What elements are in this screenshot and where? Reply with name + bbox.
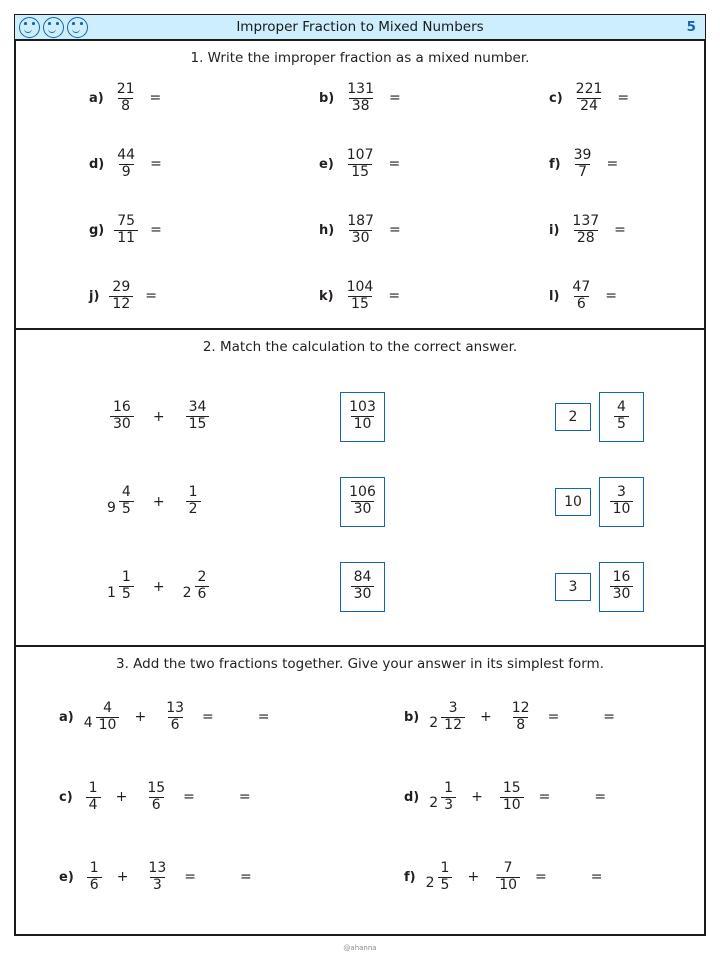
denominator: 30 bbox=[349, 230, 373, 247]
middle-answer-box[interactable] bbox=[340, 562, 385, 612]
denominator: 8 bbox=[513, 717, 528, 734]
numerator: 1 bbox=[188, 484, 198, 501]
denominator: 6 bbox=[149, 797, 164, 814]
denominator: 15 bbox=[348, 164, 372, 181]
question-item bbox=[360, 853, 705, 901]
numerator: 3 bbox=[617, 484, 626, 501]
equals-sign: = bbox=[617, 90, 630, 106]
whole-number: 4 bbox=[83, 715, 93, 732]
mixed-number bbox=[493, 861, 521, 893]
mixed-number bbox=[107, 400, 135, 432]
denominator: 10 bbox=[500, 797, 524, 814]
match-row bbox=[15, 374, 705, 459]
question-item bbox=[475, 145, 705, 183]
denominator: 10 bbox=[610, 501, 634, 518]
mixed-number bbox=[141, 781, 169, 813]
denominator: 15 bbox=[348, 296, 372, 313]
mixed-number bbox=[183, 570, 211, 602]
equals-sign: = bbox=[388, 288, 401, 304]
section-3-question-grid bbox=[15, 693, 705, 901]
question-label: c) bbox=[59, 789, 73, 805]
question-item bbox=[360, 773, 705, 821]
numerator: 15 bbox=[502, 779, 521, 796]
denominator: 3 bbox=[150, 877, 165, 894]
question-label: a) bbox=[59, 709, 74, 725]
equals-sign: = bbox=[614, 222, 626, 238]
fraction-box[interactable] bbox=[340, 562, 385, 612]
section-3-title: 3. Add the two fractions together. Give your answer in its simplest form. bbox=[116, 656, 604, 672]
whole-number-box[interactable]: 10 bbox=[555, 488, 591, 516]
question-label: j) bbox=[89, 288, 100, 304]
fraction-box[interactable] bbox=[599, 477, 644, 527]
equals-sign: = bbox=[388, 90, 401, 106]
denominator: 12 bbox=[109, 296, 133, 313]
match-row bbox=[15, 459, 705, 544]
equals-sign: = bbox=[183, 789, 195, 805]
fraction bbox=[344, 82, 377, 114]
question-label: e) bbox=[319, 156, 334, 172]
fraction bbox=[119, 570, 134, 602]
page-number: 5 bbox=[686, 19, 696, 35]
equals-sign: = bbox=[150, 156, 162, 172]
section-1-question-grid bbox=[15, 79, 705, 315]
numerator: 107 bbox=[346, 146, 374, 163]
fraction bbox=[87, 861, 102, 893]
question-item bbox=[475, 277, 705, 315]
numerator: 84 bbox=[353, 569, 372, 586]
numerator: 13 bbox=[166, 699, 185, 716]
question-label: h) bbox=[319, 222, 335, 238]
numerator: 1 bbox=[89, 859, 99, 876]
equals-sign: = bbox=[149, 90, 162, 106]
numerator: 44 bbox=[117, 146, 136, 163]
plus-sign: + bbox=[480, 709, 492, 725]
denominator: 30 bbox=[110, 416, 134, 433]
whole-number-box[interactable]: 3 bbox=[555, 573, 591, 601]
match-row bbox=[15, 544, 705, 629]
fraction bbox=[438, 861, 453, 893]
mixed-number bbox=[426, 861, 454, 893]
footer-credit: @ahanna bbox=[343, 944, 377, 952]
fraction bbox=[573, 82, 606, 114]
fraction bbox=[119, 485, 134, 517]
denominator: 38 bbox=[349, 98, 373, 115]
fraction bbox=[571, 148, 595, 180]
numerator: 2 bbox=[197, 569, 207, 586]
equals-sign: = bbox=[547, 709, 560, 725]
equals-sign: = bbox=[150, 222, 162, 238]
plus-sign: + bbox=[116, 869, 129, 885]
numerator: 16 bbox=[113, 399, 131, 416]
section-1-title: 1. Write the improper fraction as a mixed number. bbox=[190, 50, 530, 66]
fraction bbox=[86, 781, 101, 813]
calculation bbox=[107, 485, 307, 517]
mixed-number bbox=[84, 701, 121, 733]
fraction bbox=[500, 781, 524, 813]
fraction-box[interactable] bbox=[599, 392, 644, 442]
question-item bbox=[245, 79, 475, 117]
denominator: 30 bbox=[610, 586, 634, 603]
whole-number: 1 bbox=[107, 584, 116, 601]
equals-sign: = bbox=[388, 222, 401, 238]
denominator: 5 bbox=[438, 877, 453, 894]
fraction-box[interactable] bbox=[340, 477, 385, 527]
mixed-number bbox=[183, 485, 202, 517]
equals-sign: = bbox=[145, 288, 157, 304]
numerator: 187 bbox=[347, 212, 374, 229]
equals-sign: = bbox=[239, 869, 252, 885]
question-item bbox=[15, 145, 245, 183]
question-label: b) bbox=[404, 709, 420, 725]
numerator: 75 bbox=[117, 212, 136, 229]
question-item bbox=[245, 145, 475, 183]
denominator: 6 bbox=[195, 586, 210, 603]
question-label: l) bbox=[549, 288, 560, 304]
numerator: 103 bbox=[349, 399, 376, 416]
fraction bbox=[569, 214, 602, 246]
fraction-box[interactable] bbox=[340, 392, 385, 442]
denominator: 30 bbox=[351, 586, 375, 603]
mixed-number bbox=[160, 701, 188, 733]
numerator: 3 bbox=[448, 699, 458, 716]
question-label: d) bbox=[404, 789, 420, 805]
fraction bbox=[569, 280, 593, 312]
fraction bbox=[610, 485, 634, 517]
fraction bbox=[344, 280, 377, 312]
equals-sign: = bbox=[538, 789, 551, 805]
fraction bbox=[186, 485, 201, 517]
plus-sign: + bbox=[467, 869, 480, 885]
numerator: 13 bbox=[148, 859, 167, 876]
question-label: c) bbox=[549, 90, 563, 106]
fraction bbox=[163, 701, 187, 733]
denominator: 24 bbox=[577, 98, 601, 115]
denominator: 5 bbox=[119, 586, 134, 603]
denominator: 4 bbox=[86, 797, 101, 814]
denominator: 11 bbox=[114, 230, 138, 247]
numerator: 47 bbox=[572, 278, 591, 295]
equals-sign: = bbox=[202, 709, 214, 725]
numerator: 1 bbox=[88, 779, 98, 796]
plus-sign: + bbox=[152, 493, 165, 510]
whole-number: 2 bbox=[429, 795, 439, 812]
denominator: 3 bbox=[441, 797, 456, 814]
mixed-number bbox=[107, 485, 135, 517]
numerator: 15 bbox=[147, 779, 166, 796]
mixed-number bbox=[83, 781, 102, 813]
equals-sign: = bbox=[606, 156, 619, 172]
question-label: e) bbox=[59, 869, 74, 885]
question-item bbox=[15, 79, 245, 117]
numerator: 1 bbox=[440, 859, 450, 876]
equals-sign: = bbox=[590, 869, 603, 885]
numerator: 104 bbox=[346, 278, 374, 295]
equals-sign: = bbox=[605, 288, 617, 304]
mixed-number bbox=[84, 861, 103, 893]
calculation bbox=[107, 570, 307, 602]
numerator: 39 bbox=[573, 146, 592, 163]
worksheet-header bbox=[15, 15, 705, 41]
question-item bbox=[360, 693, 705, 741]
numerator: 16 bbox=[612, 569, 631, 586]
question-label: b) bbox=[319, 90, 335, 106]
page-title: Improper Fraction to Mixed Numbers bbox=[236, 19, 484, 35]
answer-option[interactable] bbox=[555, 477, 644, 527]
fraction bbox=[110, 400, 134, 432]
question-label: g) bbox=[89, 222, 105, 238]
denominator: 15 bbox=[186, 416, 210, 433]
denominator: 6 bbox=[168, 717, 183, 734]
denominator: 28 bbox=[574, 230, 598, 247]
question-item bbox=[15, 773, 360, 821]
fraction bbox=[114, 214, 138, 246]
fraction bbox=[186, 400, 210, 432]
mixed-number bbox=[107, 570, 135, 602]
fraction bbox=[346, 485, 379, 517]
numerator: 4 bbox=[103, 699, 113, 716]
denominator: 2 bbox=[186, 501, 201, 518]
equals-sign: = bbox=[388, 156, 401, 172]
numerator: 106 bbox=[349, 484, 376, 501]
denominator: 6 bbox=[574, 296, 589, 313]
question-label: k) bbox=[319, 288, 334, 304]
question-item bbox=[15, 853, 360, 901]
fraction-box[interactable] bbox=[599, 562, 644, 612]
numerator: 4 bbox=[121, 484, 131, 501]
fraction bbox=[114, 82, 138, 114]
plus-sign: + bbox=[134, 709, 147, 725]
fraction bbox=[614, 400, 629, 432]
plus-sign: + bbox=[115, 789, 128, 805]
numerator: 137 bbox=[572, 212, 600, 229]
question-item bbox=[245, 211, 475, 249]
denominator: 30 bbox=[351, 501, 375, 518]
numerator: 29 bbox=[112, 278, 131, 295]
question-item bbox=[15, 277, 245, 315]
denominator: 10 bbox=[351, 416, 375, 433]
denominator: 12 bbox=[441, 717, 465, 734]
section-2-rows bbox=[15, 374, 705, 629]
question-label: f) bbox=[549, 156, 561, 172]
denominator: 5 bbox=[614, 416, 629, 433]
question-item bbox=[15, 211, 245, 249]
fraction bbox=[351, 570, 375, 602]
equals-sign: = bbox=[535, 869, 547, 885]
fraction bbox=[346, 400, 379, 432]
mixed-number bbox=[429, 701, 466, 733]
equals-sign: = bbox=[257, 709, 270, 725]
question-label: a) bbox=[89, 90, 104, 106]
denominator: 9 bbox=[119, 164, 134, 181]
fraction bbox=[144, 781, 168, 813]
fraction bbox=[344, 214, 377, 246]
plus-sign: + bbox=[152, 578, 165, 595]
denominator: 5 bbox=[119, 501, 134, 518]
numerator: 7 bbox=[503, 859, 513, 876]
question-label: d) bbox=[89, 156, 105, 172]
numerator: 1 bbox=[121, 569, 131, 586]
equals-sign: = bbox=[184, 869, 196, 885]
section-1 bbox=[15, 41, 705, 330]
fraction bbox=[610, 570, 634, 602]
denominator: 8 bbox=[118, 98, 133, 115]
whole-number: 2 bbox=[425, 875, 435, 892]
fraction bbox=[344, 148, 377, 180]
fraction bbox=[109, 280, 133, 312]
whole-number-box[interactable]: 2 bbox=[555, 403, 591, 431]
mixed-number bbox=[142, 861, 170, 893]
fraction bbox=[509, 701, 533, 733]
numerator: 1 bbox=[444, 779, 454, 796]
denominator: 7 bbox=[575, 164, 590, 181]
numerator: 4 bbox=[617, 399, 626, 416]
question-item bbox=[475, 211, 705, 249]
denominator: 10 bbox=[496, 877, 520, 894]
numerator: 12 bbox=[511, 699, 530, 716]
question-label: i) bbox=[549, 222, 560, 238]
denominator: 6 bbox=[87, 877, 102, 894]
denominator: 10 bbox=[96, 717, 120, 734]
fraction bbox=[145, 861, 169, 893]
fraction bbox=[114, 148, 138, 180]
fraction bbox=[195, 570, 210, 602]
numerator: 131 bbox=[347, 80, 374, 97]
answer-option[interactable] bbox=[555, 562, 644, 612]
numerator: 221 bbox=[575, 80, 603, 97]
middle-answer-box[interactable] bbox=[340, 392, 385, 442]
section-2 bbox=[15, 330, 705, 647]
question-item bbox=[475, 79, 705, 117]
middle-answer-box[interactable] bbox=[340, 477, 385, 527]
numerator: 34 bbox=[188, 399, 207, 416]
answer-option[interactable] bbox=[555, 392, 644, 442]
question-item bbox=[245, 277, 475, 315]
equals-sign: = bbox=[594, 789, 607, 805]
mixed-number bbox=[429, 781, 457, 813]
whole-number: 2 bbox=[182, 584, 192, 601]
fraction bbox=[441, 781, 456, 813]
section-3 bbox=[15, 647, 705, 936]
calculation bbox=[107, 400, 307, 432]
plus-sign: + bbox=[471, 789, 483, 805]
whole-number: 9 bbox=[107, 499, 116, 516]
fraction bbox=[441, 701, 465, 733]
plus-sign: + bbox=[152, 408, 165, 425]
question-item bbox=[15, 693, 360, 741]
mixed-number bbox=[183, 400, 211, 432]
numerator: 21 bbox=[116, 80, 135, 97]
whole-number: 2 bbox=[429, 715, 439, 732]
mixed-number bbox=[497, 781, 525, 813]
mixed-number bbox=[506, 701, 534, 733]
fraction bbox=[496, 861, 520, 893]
question-label: f) bbox=[404, 869, 416, 885]
equals-sign: = bbox=[603, 709, 616, 725]
fraction bbox=[96, 701, 120, 733]
equals-sign: = bbox=[238, 789, 251, 805]
section-2-title: 2. Match the calculation to the correct answer. bbox=[202, 339, 518, 355]
